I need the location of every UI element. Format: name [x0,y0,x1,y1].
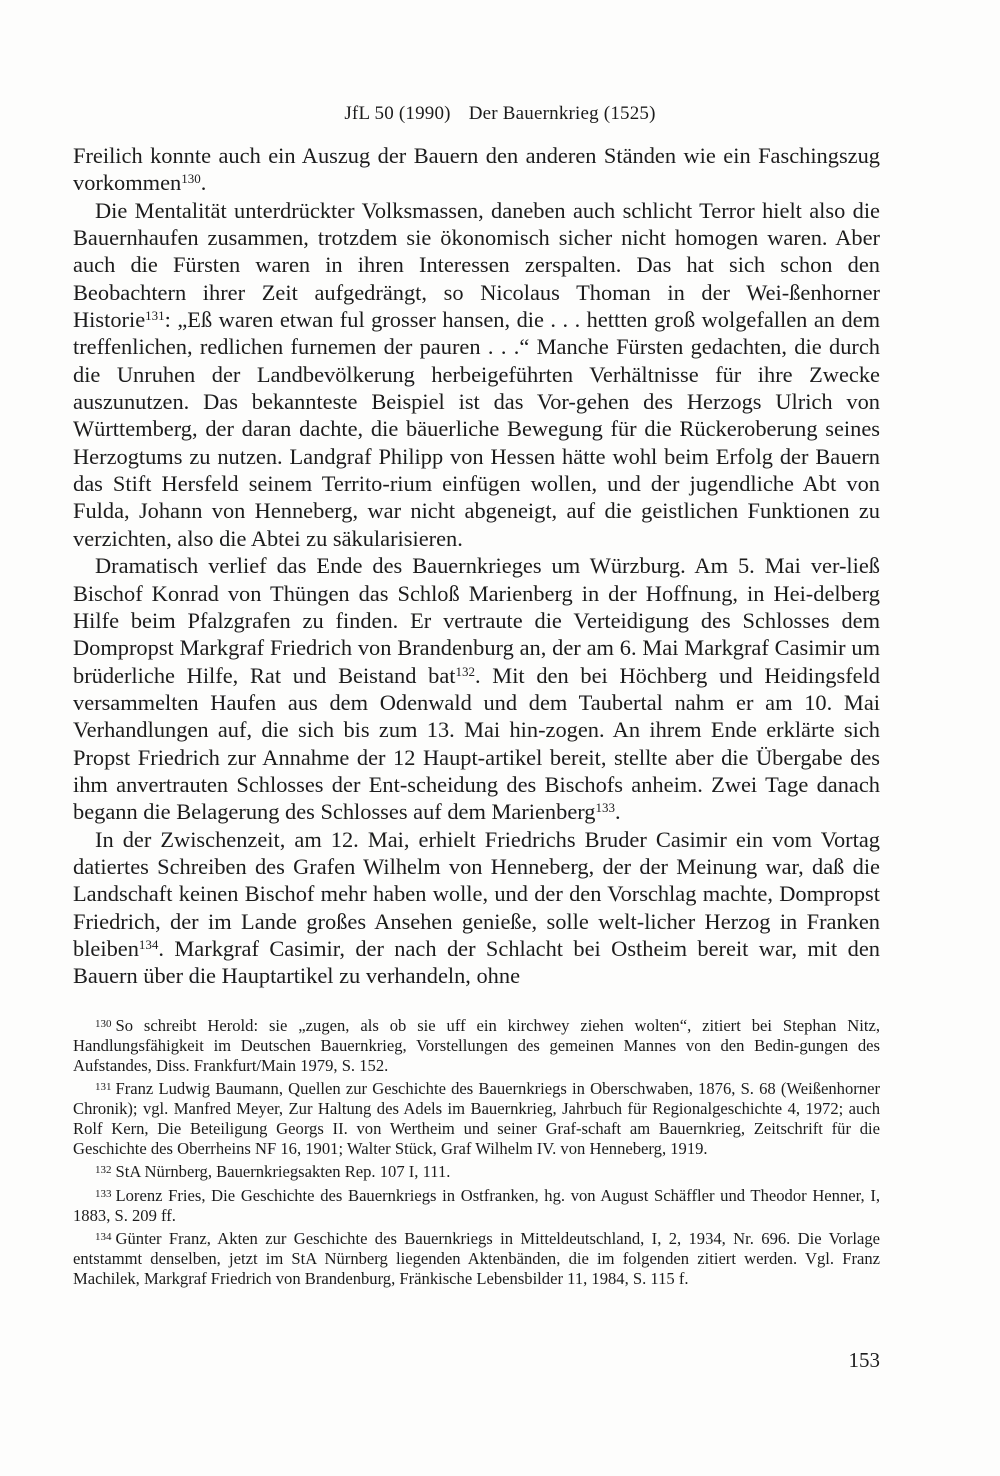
footnote-number: 133 [95,1187,112,1200]
footnote-131: $^{131}$ Franz Ludwig Baumann, Quellen zur Geschichte des Bauernkriegs in Oberschwaben, 1876, S. 68 (Weißenhorner Chronik); vgl. Manfred Meyer, Zur Haltung des Adels im Bauernkrieg, Jahrbuch für Regionalgeschichte 4, 1972; auch Rolf Kern, Die Beteiligung Georgs II. von Wertheim und seiner Graf-schaft am Bauernkrieg, Zeitschrift für die Geschichte des Oberrheins NF 16, 1901; Walter Stück, Graf Wilhelm IV. von Henneberg, 1919. [73,1079,880,1158]
header-title: Der Bauernkrieg (1525) [468,103,656,124]
footnote-ref-131[interactable]: 131 [145,308,165,324]
footnote-number: 134 [95,1231,112,1244]
header-journal: JfL 50 (1990) [344,103,451,124]
footnote-number: 132 [95,1164,112,1177]
paragraph-1: Freilich konnte auch ein Auszug der Bauern den anderen Ständen wie ein Faschingszug vorkommen$^{130}$. [73,143,880,196]
footnote-130: $^{130}$ So schreibt Herold: sie „zugen, als ob sie uff ein kirchwey ziehen wolten“, zitiert bei Stephan Nitz, Handlungsfähigkeit im Deutschen Bauernkrieg, Vorstellungen des gemeinen Mannes von den Bedin-gungen des Aufstandes, Diss. Frankfurt/Main 1979, S. 152. [73,1016,880,1075]
footnote-133: $^{133}$ Lorenz Fries, Die Geschichte des Bauernkriegs in Ostfranken, hg. von August Schäffler und Theodor Henner, I, 1883, S. 209 ff. [73,1185,880,1225]
footnote-number: 130 [95,1018,112,1030]
footnote-132: $^{132}$ StA Nürnberg, Bauernkriegsakten Rep. 107 I, 111. [95,1162,451,1182]
running-header [0,103,1000,125]
body-text [73,142,880,990]
footnote-ref-132[interactable]: 132 [455,663,475,679]
footnote-ref-130[interactable]: 130 [181,171,201,187]
paragraph-4: In der Zwischenzeit, am 12. Mai, erhielt Friedrichs Bruder Casimir ein vom Vortag datiertes Schreiben des Grafen Wilhelm von Henneberg, der der Meinung war, daß die Landschaft keinen Bischof mehr haben wolle, und der den Vorschlag machte, Dompropst Friedrich, der im Lande großes Ansehen genieße, solle welt-licher Herzog in Franken bleiben$^{134}$. Markgraf Casimir, der nach der Schlacht bei Ostheim bereit war, mit den Bauern über die Hauptartikel zu verhandeln, ohne [73,826,880,989]
paragraph-2: Die Mentalität unterdrückter Volksmassen, daneben auch schlicht Terror hielt also die Bauernhaufen zusammen, trotzdem sie ökonomisch sicher nicht homogen waren. Aber auch die Fürsten waren in ihren Interessen zerspalten. Das hat sich schon den Beobachtern ihrer Zeit aufgedrängt, so Nicolaus Thoman in der Wei-ßenhorner Historie$^{131}$: „Eß waren etwan ful grosser hansen, die . . . hettten groß wolgefallen an dem treffenlichen, redlichen furnemen der pauren . . .“ Manche Fürsten gedachten, die durch die Unruhen der Landbevölkerung herbeigeführten Verhältnisse für ihre Zwecke auszunutzen. Das bekannteste Beispiel ist das Vor-gehen des Herzogs Ulrich von Württemberg, der daran dachte, die bäuerliche Bewegung für die Rückeroberung seines Herzogtums zu nutzen. Landgraf Philipp von Hessen hätte wohl beim Erfolg der Bauern das Stift Hersfeld seinem Territo-rium einfügen wollen, und der jugendliche Abt von Fulda, Johann von Henneberg, war nicht abgeneigt, auf die geistlichen Funktionen zu verzichten, also die Abtei zu säkularisieren. [73,197,880,551]
page-number: 153 [848,1348,880,1372]
paragraph-3: Dramatisch verlief das Ende des Bauernkrieges um Würzburg. Am 5. Mai ver-ließ Bischof Konrad von Thüngen das Schloß Marienberg in der Hoffnung, in Hei-delberg Hilfe beim Pfalzgrafen zu finden. Er vertraute die Verteidigung des Schlosses dem Dompropst Markgraf Friedrich von Brandenburg an, der am 6. Mai Markgraf Casimir um brüderliche Hilfe, Rat und Beistand bat$^{132}$. Mit den bei Höchberg und Heidingsfeld versammelten Haufen aus dem Odenwald und dem Taubertal nahm er am 10. Mai Verhandlungen auf, die sich bis zum 13. Mai hin-zogen. An ihrem Ende erklärte sich Propst Friedrich zur Annahme der 12 Haupt-artikel bereit, stellte aber die Übergabe des ihm anvertrauten Schlosses der Ent-scheidung des Bischofs anheim. Zwei Tage danach begann die Belagerung des Schlosses auf dem Marienberg$^{133}$. [73,553,881,825]
footnote-number: 131 [95,1081,112,1094]
footnote-ref-133[interactable]: 133 [595,800,616,816]
footnote-134: $^{134}$ Günter Franz, Akten zur Geschichte des Bauernkriegs in Mitteldeutschland, I, 2, 1934, Nr. 696. Die Vorlage entstammt denselben, jetzt im StA Nürnberg liegenden Aktenbänden, die im folgenden zitiert werden. Vgl. Franz Machilek, Markgraf Friedrich von Brandenburg, Fränkische Lebensbilder 11, 1984, S. 115 f. [73,1229,880,1288]
footnotes [73,1016,880,1292]
footnote-ref-134[interactable]: 134 [138,936,159,952]
